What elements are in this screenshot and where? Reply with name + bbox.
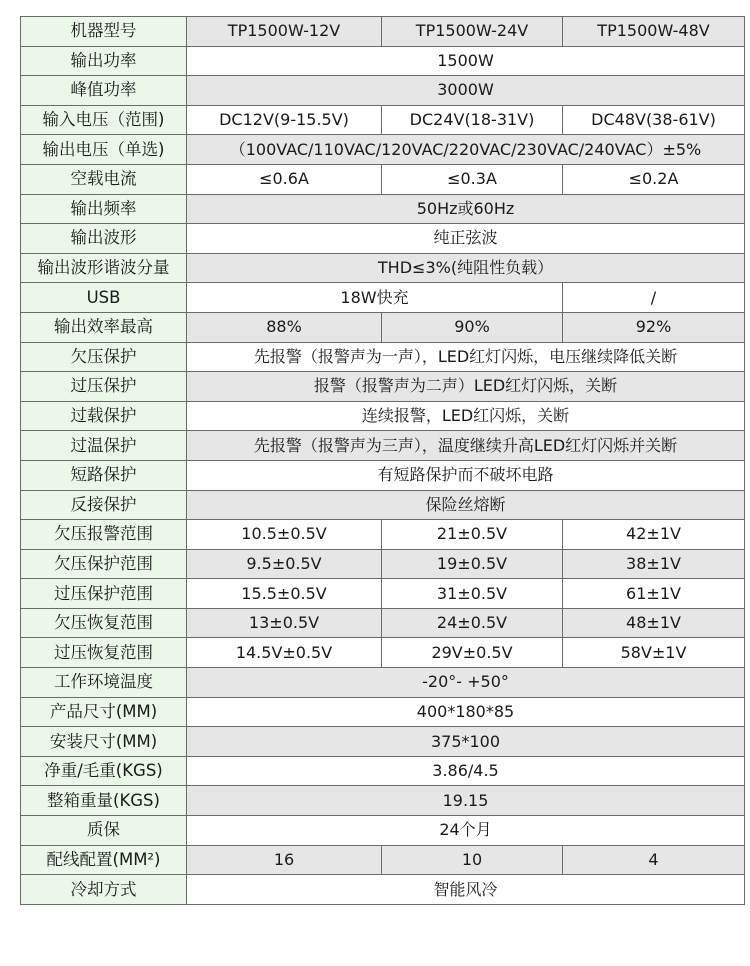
value-cell: 88% (187, 312, 382, 342)
value-cell: （100VAC/110VAC/120VAC/220VAC/230VAC/240VAC）±5% (187, 135, 745, 165)
row-label: 配线配置(MM²) (21, 845, 187, 875)
value-cell: 400*180*85 (187, 697, 745, 727)
row-label: 安装尺寸(MM) (21, 727, 187, 757)
value-cell: 50Hz或60Hz (187, 194, 745, 224)
table-row (21, 875, 745, 905)
value-cell: 31±0.5V (382, 579, 563, 609)
value-cell: TP1500W-48V (563, 17, 745, 47)
row-label: 欠压恢复范围 (21, 608, 187, 638)
table-row (21, 312, 745, 342)
row-label: 工作环境温度 (21, 668, 187, 698)
value-cell: 10 (382, 845, 563, 875)
value-cell: ≤0.3A (382, 164, 563, 194)
value-cell: DC12V(9-15.5V) (187, 105, 382, 135)
table-row (21, 668, 745, 698)
value-cell: 48±1V (563, 608, 745, 638)
spec-table-body (21, 17, 745, 905)
value-cell: 92% (563, 312, 745, 342)
table-row (21, 549, 745, 579)
value-cell: 90% (382, 312, 563, 342)
value-cell: 保险丝熔断 (187, 490, 745, 520)
row-label: 输出效率最高 (21, 312, 187, 342)
value-cell: 3.86/4.5 (187, 756, 745, 786)
value-cell: THD≤3%(纯阻性负载） (187, 253, 745, 283)
value-cell: 报警（报警声为二声）LED红灯闪烁，关断 (187, 372, 745, 402)
value-cell: 29V±0.5V (382, 638, 563, 668)
row-label: 质保 (21, 816, 187, 846)
row-label: 输出波形 (21, 224, 187, 254)
table-row (21, 697, 745, 727)
value-cell: 14.5V±0.5V (187, 638, 382, 668)
value-cell: 先报警（报警声为三声），温度继续升高LED红灯闪烁并关断 (187, 431, 745, 461)
value-cell: 21±0.5V (382, 520, 563, 550)
table-row (21, 76, 745, 106)
row-label: 过温保护 (21, 431, 187, 461)
row-label: 欠压保护 (21, 342, 187, 372)
table-row (21, 638, 745, 668)
value-cell: 有短路保护而不破坏电路 (187, 460, 745, 490)
row-label: 机器型号 (21, 17, 187, 47)
value-cell: 先报警（报警声为一声），LED红灯闪烁，电压继续降低关断 (187, 342, 745, 372)
value-cell: 42±1V (563, 520, 745, 550)
row-label: 过压保护范围 (21, 579, 187, 609)
value-cell: DC48V(38-61V) (563, 105, 745, 135)
row-label: 整箱重量(KGS) (21, 786, 187, 816)
row-label: 输出功率 (21, 46, 187, 76)
table-row (21, 135, 745, 165)
row-label: USB (21, 283, 187, 313)
value-cell: 纯正弦波 (187, 224, 745, 254)
value-cell: DC24V(18-31V) (382, 105, 563, 135)
row-label: 净重/毛重(KGS) (21, 756, 187, 786)
value-cell: 375*100 (187, 727, 745, 757)
value-cell: / (563, 283, 745, 313)
value-cell: 3000W (187, 76, 745, 106)
row-label: 短路保护 (21, 460, 187, 490)
value-cell: 19±0.5V (382, 549, 563, 579)
value-cell: 16 (187, 845, 382, 875)
table-row (21, 816, 745, 846)
row-label: 输出电压（单选) (21, 135, 187, 165)
table-row (21, 520, 745, 550)
table-row (21, 579, 745, 609)
table-row (21, 224, 745, 254)
value-cell: TP1500W-24V (382, 17, 563, 47)
row-label: 产品尺寸(MM) (21, 697, 187, 727)
value-cell: 15.5±0.5V (187, 579, 382, 609)
value-cell: 13±0.5V (187, 608, 382, 638)
value-cell: 智能风冷 (187, 875, 745, 905)
value-cell: 19.15 (187, 786, 745, 816)
row-label: 过载保护 (21, 401, 187, 431)
value-cell: 4 (563, 845, 745, 875)
table-row (21, 786, 745, 816)
table-row (21, 194, 745, 224)
value-cell: 10.5±0.5V (187, 520, 382, 550)
row-label: 峰值功率 (21, 76, 187, 106)
value-cell: 61±1V (563, 579, 745, 609)
value-cell: 连续报警，LED红闪烁，关断 (187, 401, 745, 431)
row-label: 反接保护 (21, 490, 187, 520)
table-row (21, 253, 745, 283)
value-cell: -20°- +50° (187, 668, 745, 698)
row-label: 输入电压（范围) (21, 105, 187, 135)
table-row (21, 372, 745, 402)
value-cell: TP1500W-12V (187, 17, 382, 47)
row-label: 过压保护 (21, 372, 187, 402)
table-row (21, 105, 745, 135)
table-row (21, 431, 745, 461)
value-cell: 1500W (187, 46, 745, 76)
table-row (21, 490, 745, 520)
row-label: 冷却方式 (21, 875, 187, 905)
table-row (21, 460, 745, 490)
value-cell: 58V±1V (563, 638, 745, 668)
spec-table (20, 16, 745, 905)
value-cell: ≤0.6A (187, 164, 382, 194)
value-cell: 18W快充 (187, 283, 563, 313)
table-row (21, 283, 745, 313)
value-cell: ≤0.2A (563, 164, 745, 194)
row-label: 空载电流 (21, 164, 187, 194)
value-cell: 24个月 (187, 816, 745, 846)
table-row (21, 756, 745, 786)
table-row (21, 608, 745, 638)
value-cell: 9.5±0.5V (187, 549, 382, 579)
table-row (21, 46, 745, 76)
table-row (21, 727, 745, 757)
row-label: 输出频率 (21, 194, 187, 224)
table-row (21, 17, 745, 47)
table-row (21, 401, 745, 431)
value-cell: 24±0.5V (382, 608, 563, 638)
row-label: 过压恢复范围 (21, 638, 187, 668)
row-label: 欠压保护范围 (21, 549, 187, 579)
value-cell: 38±1V (563, 549, 745, 579)
table-row (21, 164, 745, 194)
row-label: 输出波形谐波分量 (21, 253, 187, 283)
table-row (21, 845, 745, 875)
row-label: 欠压报警范围 (21, 520, 187, 550)
table-row (21, 342, 745, 372)
